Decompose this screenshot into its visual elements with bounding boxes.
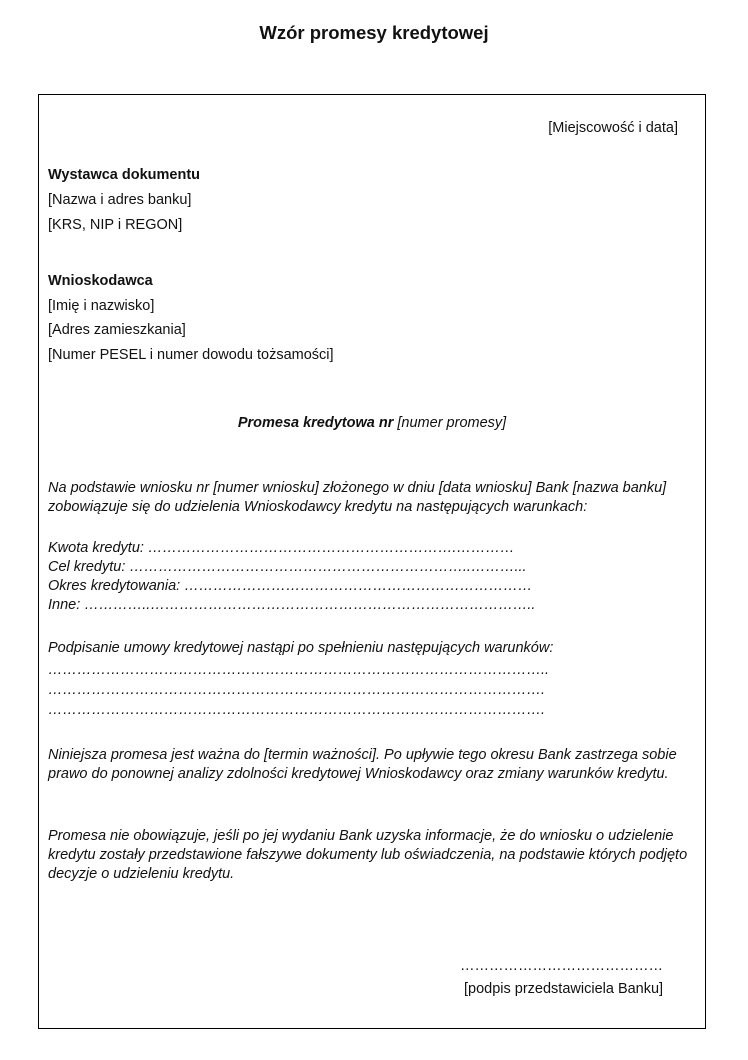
term-other: Inne: …………..……………………………………………………………………..: [48, 597, 536, 613]
term-loan-purpose: Cel kredytu: ……………………………………………………………..………...: [48, 559, 527, 575]
intro-paragraph: Na podstawie wniosku nr [numer wniosku] złożonego w dniu [data wniosku] Bank [nazwa banku] zobowiązuje się do udzielenia Wnioskodawcy kredytu na następujących warunkach:: [48, 480, 667, 515]
place-and-date: [Miejscowość i data]: [548, 120, 678, 136]
issuer-heading: Wystawca dokumentu: [48, 167, 201, 183]
applicant-address: [Adres zamieszkania]: [48, 322, 186, 338]
promise-heading-label: Promesa kredytowa nr: [237, 415, 394, 431]
conditions-intro: Podpisanie umowy kredytowej nastąpi po spełnieniu następujących warunków:: [48, 640, 554, 656]
promise-number-placeholder: [numer promesy]: [397, 415, 507, 431]
issuer-bank-name-address: [Nazwa i adres banku]: [48, 192, 192, 208]
condition-line: ………………………………………………………………………………………….: [48, 702, 546, 718]
applicant-heading: Wnioskodawca: [48, 273, 153, 289]
validity-paragraph: Niniejsza promesa jest ważna do [termin ważności]. Po upływie tego okresu Bank zastrzega sobie prawo do ponownej analizy zdolności kredytowej Wnioskodawcy oraz zmiany warunków kredytu.: [48, 747, 677, 782]
condition-line: …………………………………………………………………………………………..: [48, 662, 550, 678]
condition-line: ………………………………………………………………………………………….: [48, 682, 546, 698]
applicant-pesel-id: [Numer PESEL i numer dowodu tożsamości]: [48, 347, 334, 363]
signature-line: ……………………………………: [460, 958, 663, 974]
term-loan-period: Okres kredytowania: ………………………………………………………………: [48, 578, 533, 594]
signature-label: [podpis przedstawiciela Banku]: [464, 981, 664, 997]
term-loan-amount: Kwota kredytu: ……………………………………………………….…………: [48, 540, 515, 556]
page-title: Wzór promesy kredytowej: [259, 22, 489, 43]
promise-heading: [39, 414, 705, 432]
issuer-registry-ids: [KRS, NIP i REGON]: [48, 217, 183, 233]
applicant-name: [Imię i nazwisko]: [48, 298, 155, 314]
document-frame: [38, 94, 706, 1029]
invalidity-paragraph: Promesa nie obowiązuje, jeśli po jej wydaniu Bank uzyska informacje, że do wniosku o udzielenie kredytu zostały przedstawione fałszywe dokumenty lub oświadczenia, na podstawie których podjęto decyzje o udzieleniu kredytu.: [48, 828, 688, 882]
